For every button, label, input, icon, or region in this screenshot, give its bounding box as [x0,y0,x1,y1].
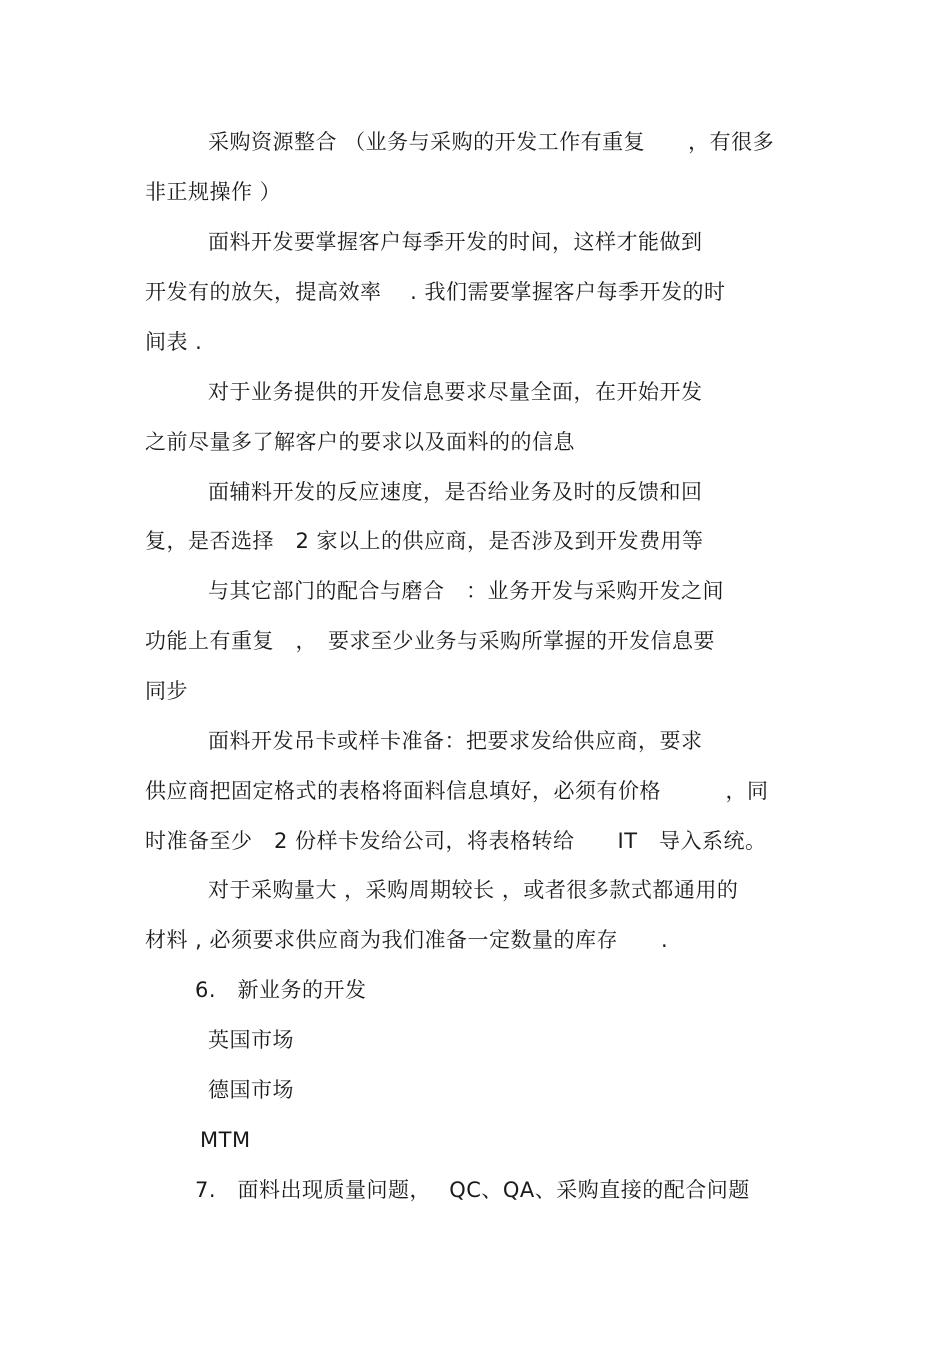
paragraph-line-13: 面料开发吊卡或样卡准备：把要求发给供应商，要求 [208,729,703,753]
paragraph-line-3: 面料开发要掌握客户每季开发的时间，这样才能做到 [208,230,703,254]
list-subitem-uk-market: 英国市场 [208,1028,294,1052]
paragraph-line-11: 功能上有重复 ， 要求至少业务与采购所掌握的开发信息要 [145,629,715,653]
list-item-6: 6. 新业务的开发 [195,978,367,1002]
list-subitem-mtm: MTM [200,1128,251,1152]
paragraph-line-4: 开发有的放矢，提高效率 . 我们需要掌握客户每季开发的时 [145,280,726,304]
paragraph-line-2: 非正规操作 ） [145,180,282,204]
paragraph-line-10: 与其它部门的配合与磨合 ：业务开发与采购开发之间 [208,579,724,603]
paragraph-line-1: 采购资源整合 （业务与采购的开发工作有重复 ，有很多 [208,130,775,154]
paragraph-line-12: 同步 [145,679,188,703]
paragraph-line-17: 材料 , 必须要求供应商为我们准备一定数量的库存 . [145,928,669,952]
paragraph-line-8: 面辅料开发的反应速度，是否给业务及时的反馈和回 [208,480,703,504]
paragraph-line-6: 对于业务提供的开发信息要求尽量全面，在开始开发 [208,380,703,404]
paragraph-line-15: 时准备至少 2 份样卡发给公司，将表格转给 IT 导入系统。 [145,829,767,853]
paragraph-line-14: 供应商把固定格式的表格将面料信息填好，必须有价格 ，同 [145,779,769,803]
paragraph-line-5: 间表 . [145,330,203,354]
paragraph-line-16: 对于采购量大 ，采购周期较长 ，或者很多款式都通用的 [208,878,739,902]
paragraph-line-7: 之前尽量多了解客户的要求以及面料的的信息 [145,430,575,454]
list-item-7: 7. 面料出现质量问题， QC、QA、采购直接的配合问题 [195,1178,750,1202]
list-subitem-germany-market: 德国市场 [208,1078,294,1102]
paragraph-line-9: 复，是否选择 2 家以上的供应商，是否涉及到开发费用等 [145,529,704,553]
